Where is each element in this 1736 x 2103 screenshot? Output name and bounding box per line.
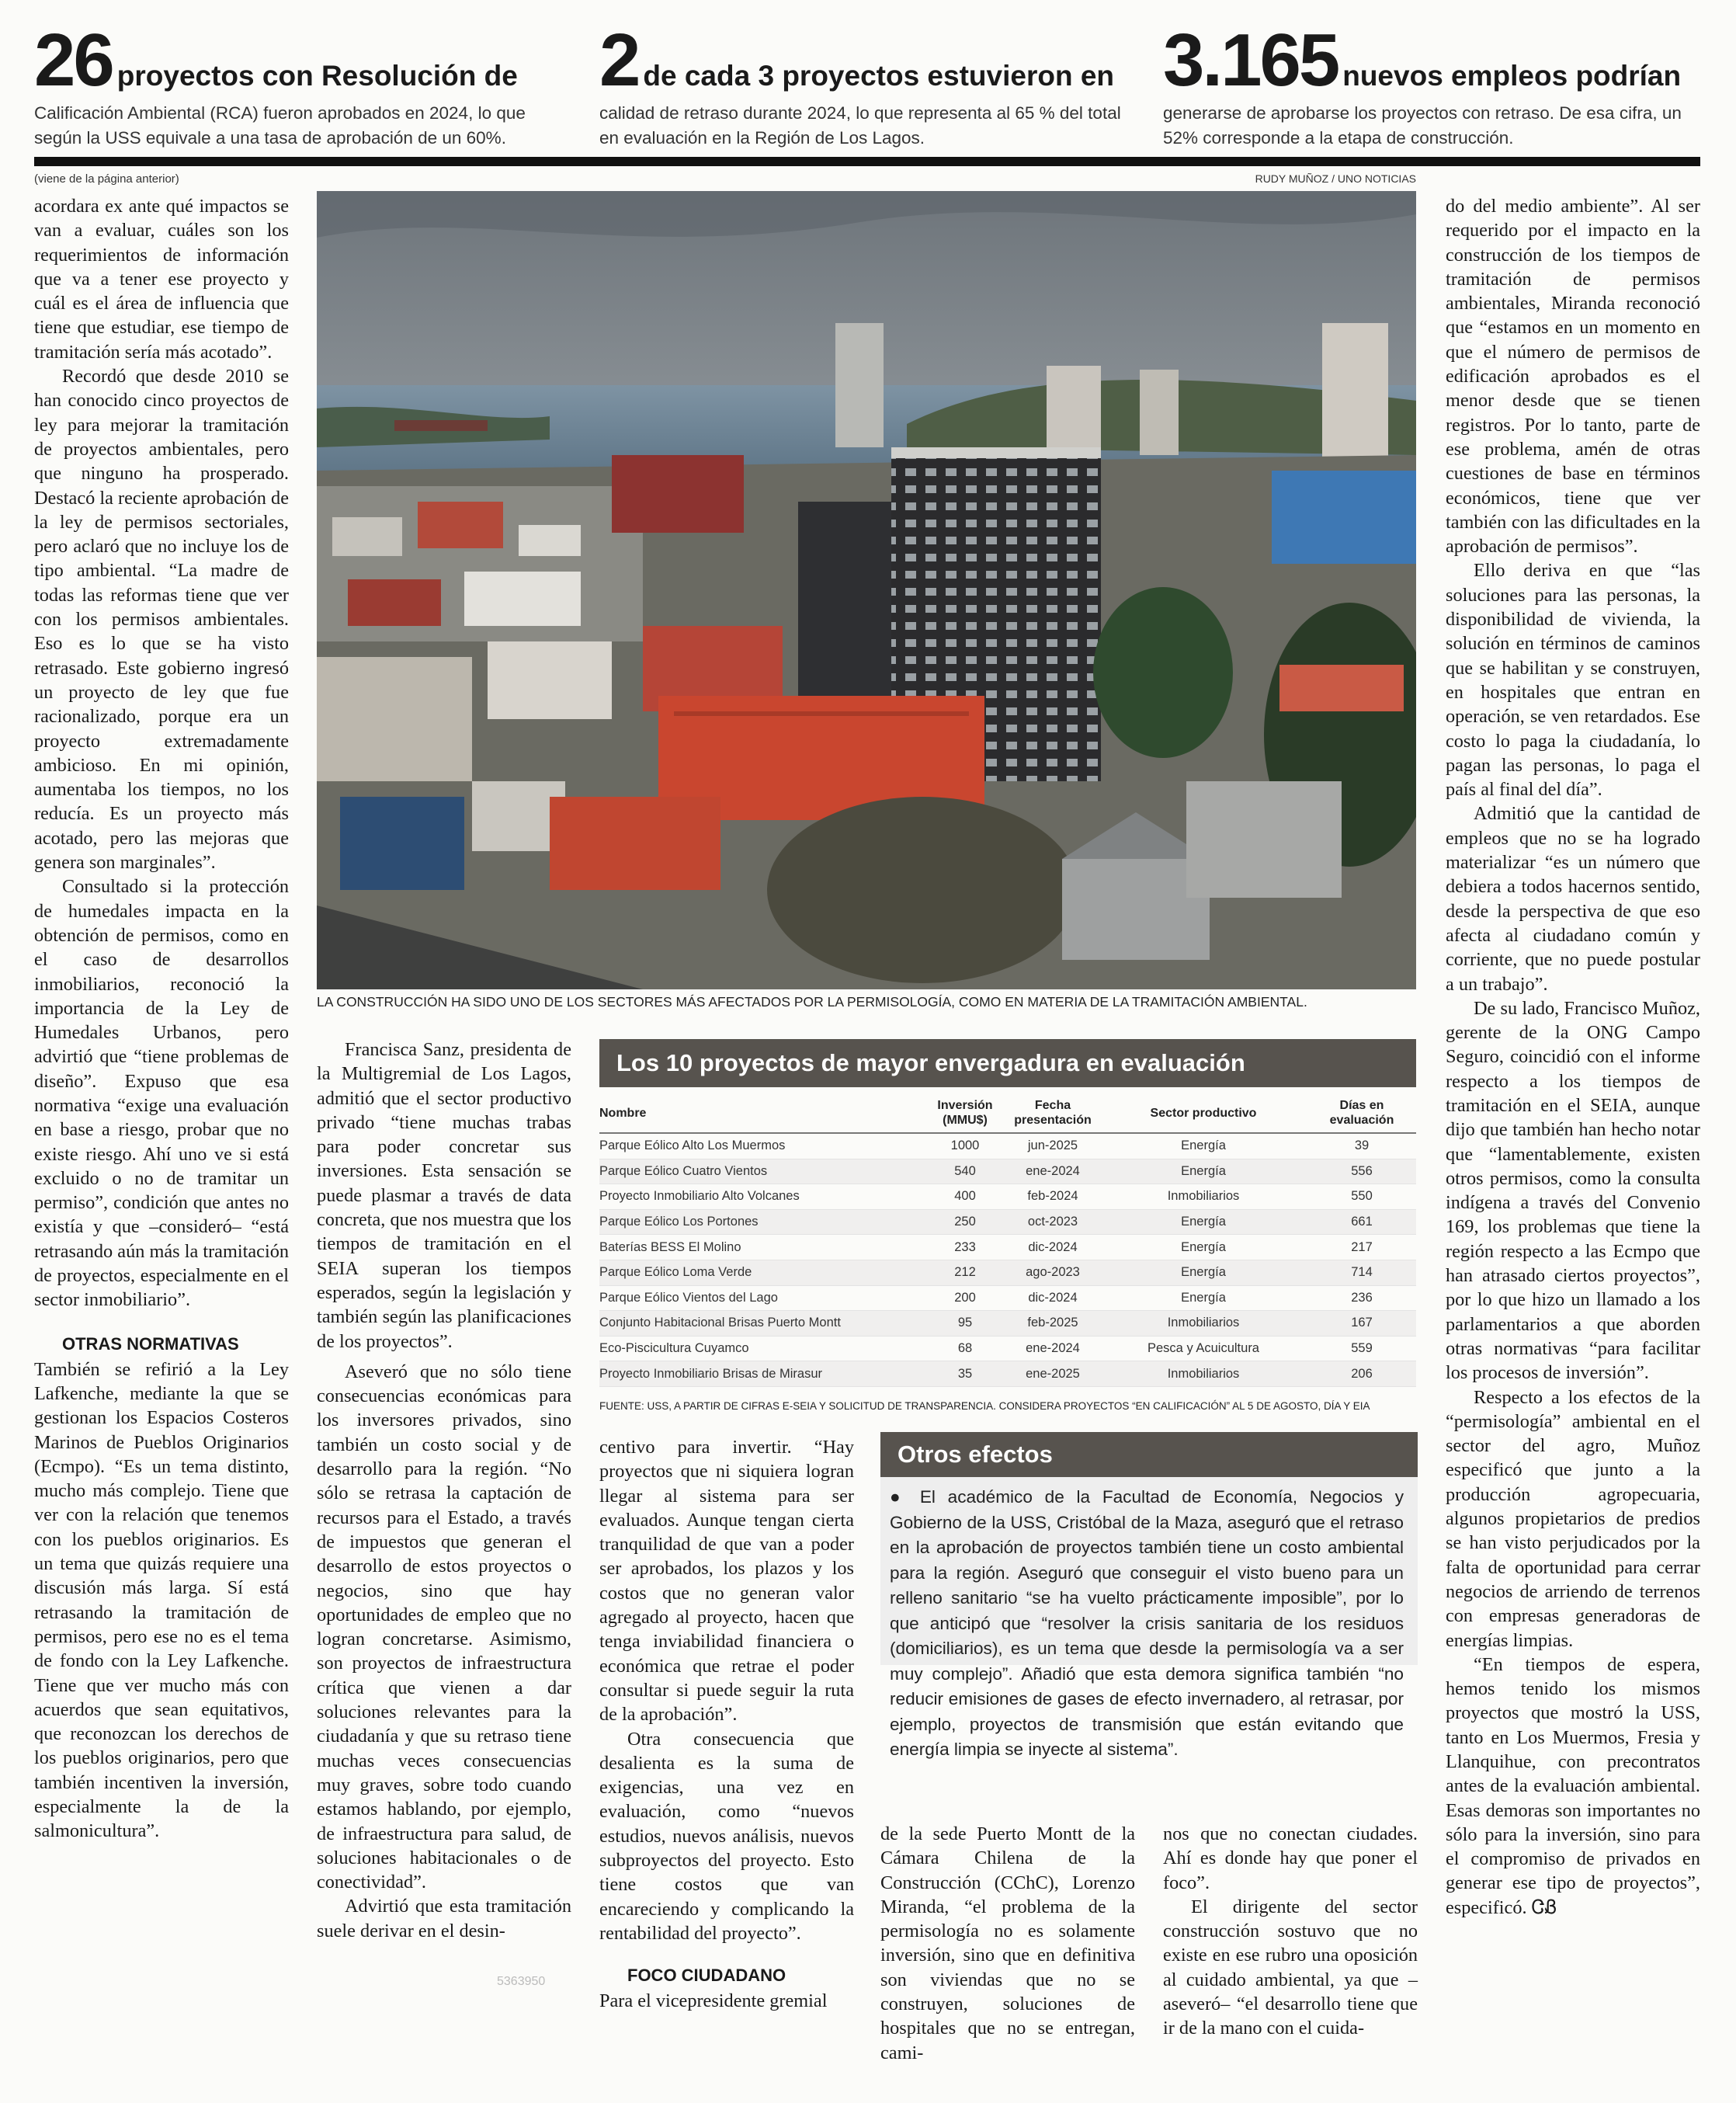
column-header: Inversión (MMU$) bbox=[924, 1095, 1006, 1133]
paragraph: Admitió que la cantidad de empleos que no se ha logrado materializar “es un número que debiera a todos hacernos sentido, desde la perspectiva de que eso afecta al ciudadano común y corriente, que no puede postular a un trabajo”. bbox=[1446, 803, 1700, 995]
photo-caption: LA CONSTRUCCIÓN HA SIDO UNO DE LOS SECTORES MÁS AFECTADOS POR LA PERMISOLOGÍA, COMO EN MATERIA DE LA TRAMITACIÓN AMBIENTAL. bbox=[317, 994, 1307, 1010]
table-cell: 550 bbox=[1307, 1184, 1416, 1210]
article-column-2 bbox=[317, 1038, 571, 1943]
table-title: Los 10 proyectos de mayor envergadura en evaluación bbox=[599, 1039, 1416, 1087]
paragraph: Aseveró que no sólo tiene consecuencias económicas para los inversores privados, sino también un costo social y de desarrollo para la región. “No sólo se retrasa la captación de recursos para el Estado, a través de impuestos que generan el desarrollo de estos proyectos o negocios, sino que hay oportunidades de empleo que no logran concretarse. Asimismo, son proyectos de infraestructura crítica que vienen a dar soluciones relevantes para la ciudadanía y que su retraso tiene muchas veces consecuencias muy graves, sobre todo cuando estamos hablando, por ejemplo, de infraestructura para salud, de soluciones habitacionales o de conectividad”. bbox=[317, 1361, 571, 1893]
table-cell: Eco-Piscicultura Cuyamco bbox=[599, 1336, 924, 1361]
table-cell: oct-2023 bbox=[1006, 1209, 1099, 1235]
table-cell: 167 bbox=[1307, 1311, 1416, 1337]
paragraph: acordara ex ante qué impactos se van a evaluar, cuáles son los requerimientos de información que va a tener ese proyecto y cuál es el área de influencia que tiene que estudiar, ese tiempo de tramitación sería más acotado”. bbox=[34, 196, 289, 363]
stat-number: 26 bbox=[34, 19, 113, 102]
table-source: FUENTE: USS, A PARTIR DE CIFRAS E-SEIA Y SOLICITUD DE TRANSPARENCIA. CONSIDERA PROYECTOS “EN CALIFICACIÓN” AL 5 DE AGOSTO, DÍA Y EIA bbox=[599, 1400, 1370, 1412]
table-row bbox=[599, 1361, 1416, 1387]
table-cell: 250 bbox=[924, 1209, 1006, 1235]
table-cell: 206 bbox=[1307, 1361, 1416, 1387]
table-cell: Parque Eólico Los Portones bbox=[599, 1209, 924, 1235]
stat-block-3 bbox=[1163, 19, 1700, 148]
table-cell: Pesca y Acuicultura bbox=[1099, 1336, 1307, 1361]
table-cell: dic-2024 bbox=[1006, 1285, 1099, 1311]
table-cell: 661 bbox=[1307, 1209, 1416, 1235]
table-cell: feb-2025 bbox=[1006, 1311, 1099, 1337]
table-cell: feb-2024 bbox=[1006, 1184, 1099, 1210]
paragraph-text: “En tiempos de espera, hemos tenido los mismos proyectos que mostró la USS, tanto en Los Muermos, Fresia y Llanquihue, con precontratos antes de la evaluación ambiental. Esas demoras son importantes no sólo para la inversión, sino para el compromiso de privados en generar ese tipo de proyectos”, especificó. bbox=[1446, 1653, 1700, 1918]
table-cell: 714 bbox=[1307, 1260, 1416, 1285]
projects-table bbox=[599, 1095, 1416, 1387]
table-cell: 35 bbox=[924, 1361, 1006, 1387]
table-cell: Inmobiliarios bbox=[1099, 1311, 1307, 1337]
continued-note: (viene de la página anterior) bbox=[34, 172, 179, 186]
paragraph: Respecto a los efectos de la “permisología” ambiental en el sector del agro, Muñoz especificó que junto a la producción agropecuaria, algunos propietarios de predios se han visto perjudicados por la falta de oportunidad para cerrar negocios de arriendo de terrenos con empresas generadoras de energías limpias. bbox=[1446, 1386, 1700, 1651]
stat-block-1 bbox=[34, 19, 570, 148]
paragraph: Para el vicepresidente gremial bbox=[599, 1990, 828, 2012]
column-header: Nombre bbox=[599, 1095, 924, 1133]
column-header: Sector productivo bbox=[1099, 1095, 1307, 1133]
paragraph: Ello deriva en que “las soluciones para las personas, la disponibilidad de vivienda, la solución en términos de caminos que se habilitan y se construyen, en hospitales que entran en operación, se ven retardados. Ese costo lo paga la ciudadanía, lo pagan las personas, lo paga el país al final del día”. bbox=[1446, 560, 1700, 801]
bullet-icon: ● bbox=[890, 1487, 908, 1507]
table-cell: 212 bbox=[924, 1260, 1006, 1285]
table-cell: 95 bbox=[924, 1311, 1006, 1337]
table-cell: 217 bbox=[1307, 1235, 1416, 1260]
table-cell: Energía bbox=[1099, 1260, 1307, 1285]
table-cell: Parque Eólico Alto Los Muermos bbox=[599, 1133, 924, 1159]
table-cell: ene-2024 bbox=[1006, 1159, 1099, 1184]
otros-efectos-body: El académico de la Facultad de Economía, Negocios y Gobierno de la USS, Cristóbal de la Maza, aseguró que el retraso en la aprobación de proyectos también tiene un costo ambiental para la región. Aseguró que conseguir el visto bueno para un relleno sanitario “se ha vuelto prácticamente imposible”, por lo que anticipó que “resolver la crisis sanitaria de los residuos (domiciliarios), es un tema que desde la permisología va a ser muy complejo”. Añadió que esta demora significa también “no reducir emisiones de gases de efecto invernadero, al retrasar, por ejemplo, proyectos de transmisión que están evitando que energía limpia se inyecte al sistema”. bbox=[890, 1487, 1404, 1759]
table-cell: Proyecto Inmobiliario Alto Volcanes bbox=[599, 1184, 924, 1210]
table-cell: Energía bbox=[1099, 1159, 1307, 1184]
table-cell: Inmobiliarios bbox=[1099, 1184, 1307, 1210]
paragraph: El dirigente del sector construcción sostuvo que no existe en ese rubro una oposición al cuidado ambiental, ya que –aseveró– “el desarrollo tiene que ir de la mano con el cuida- bbox=[1163, 1896, 1418, 2039]
table-cell: 236 bbox=[1307, 1285, 1416, 1311]
article-column-1 bbox=[34, 194, 289, 1844]
otros-efectos-title: Otros efectos bbox=[880, 1432, 1418, 1477]
table-row bbox=[599, 1209, 1416, 1235]
table-cell: jun-2025 bbox=[1006, 1133, 1099, 1159]
article-column-5 bbox=[1163, 1822, 1418, 2041]
table-cell: 400 bbox=[924, 1184, 1006, 1210]
table-cell: Parque Eólico Loma Verde bbox=[599, 1260, 924, 1285]
table-row bbox=[599, 1235, 1416, 1260]
paragraph: do del medio ambiente”. Al ser requerido por el impacto en la construcción de los tiempos de tramitación de permisos ambientales, Miranda reconoció que “estamos en un momento en que el número de permisos de edificación aprobados es el menor desde que se tienen registros. Por lo tanto, parte de ese problema, amén de otras cuestiones de base en términos económicos, tiene que ver también con las dificultades en la aprobación de permisos”. bbox=[1446, 196, 1700, 558]
table-cell: dic-2024 bbox=[1006, 1235, 1099, 1260]
table-cell: 559 bbox=[1307, 1336, 1416, 1361]
table-cell: 540 bbox=[924, 1159, 1006, 1184]
paragraph: de la sede Puerto Montt de la Cámara Chilena de la Construcción (CChC), Lorenzo Miranda, “el problema de la permisología no es solamente inversión, sino que en definitiva son viviendas que no se construyen, soluciones de hospitales que no se entregan, cami- bbox=[880, 1823, 1135, 2063]
stat-lead: de cada 3 proyectos estuvieron en bbox=[643, 60, 1115, 92]
table-row bbox=[599, 1159, 1416, 1184]
paragraph: Advirtió que esta tramitación suele derivar en el desin- bbox=[317, 1896, 571, 1941]
table-row bbox=[599, 1285, 1416, 1311]
table-cell: Energía bbox=[1099, 1209, 1307, 1235]
otros-efectos-text bbox=[880, 1485, 1413, 1763]
table-row bbox=[599, 1184, 1416, 1210]
table-cell: Energía bbox=[1099, 1133, 1307, 1159]
table-cell: 68 bbox=[924, 1336, 1006, 1361]
paragraph: De su lado, Francisco Muñoz, gerente de la ONG Campo Seguro, coincidió con el informe respecto a los tiempos de tramitación en el SEIA, aunque dijo que también han hecho notar que “lamentablemente, existen otros permisos, como la consulta indígena a través del Convenio 169, los problemas que tiene la región respecto a las Ecmpo que han atrasado ciertos proyectos”, por lo que hizo un llamado a los parlamentarios a que aborden otras normativas “para facilitar los procesos de inversión”. bbox=[1446, 997, 1700, 1384]
header-divider bbox=[34, 157, 1700, 166]
table-cell: Proyecto Inmobiliario Brisas de Mirasur bbox=[599, 1361, 924, 1387]
section-subhead: OTRAS NORMATIVAS bbox=[62, 1333, 239, 1354]
article-column-6 bbox=[1446, 194, 1700, 1920]
section-subhead: FOCO CIUDADANO bbox=[627, 1966, 786, 1986]
stat-block-2 bbox=[599, 19, 1135, 148]
paragraph: centivo para invertir. “Hay proyectos que ni siquiera logran llegar al sistema para ser evaluados. Aunque tengan cierta tranquilidad de que van a poder ser aprobados, los plazos y los costos que no generan valor agregado al proyecto, hacen que tenga inviabilidad financiera o económica que retrae el poder consultar si puede seguir la ruta de la aprobación”. bbox=[599, 1437, 854, 1726]
stat-text: Calificación Ambiental (RCA) fueron aprobados en 2024, lo que según la USS equivale a una tasa de aprobación de un 60%. bbox=[34, 103, 526, 148]
city-construction-photo bbox=[317, 191, 1416, 989]
stat-number: 2 bbox=[599, 19, 639, 102]
watermark-number: 5363950 bbox=[497, 1975, 546, 1988]
table-cell: 200 bbox=[924, 1285, 1006, 1311]
table-cell: Parque Eólico Cuatro Vientos bbox=[599, 1159, 924, 1184]
table-cell: Conjunto Habitacional Brisas Puerto Montt bbox=[599, 1311, 924, 1337]
paragraph: Francisca Sanz, presidenta de la Multigremial de Los Lagos, admitió que el sector productivo privado “tiene muchas trabas para poder concretar sus inversiones. Esta sensación se puede plasmar a través de data concreta, que nos muestra que los tiempos de tramitación en el SEIA superan los tiempos esperados, según la legislación y también según las planificaciones de los proyectos”. bbox=[317, 1039, 571, 1352]
table-cell: ene-2025 bbox=[1006, 1361, 1099, 1387]
table-cell: Energía bbox=[1099, 1285, 1307, 1311]
table-cell: Baterías BESS El Molino bbox=[599, 1235, 924, 1260]
paragraph: También se refirió a la Ley Lafkenche, mediante la que se gestionan los Espacios Costeros Marinos de Pueblos Originarios (Ecmpo). “Es un tema distinto, mucho más complejo. Tiene que ver con la relación que tenemos con los pueblos originarios. Es un tema que quizás requiere una discusión más larga. Sí está retrasando la tramitación de permisos, pero ese no es el tema de fondo con la Ley Lafkenche. Tiene que ver mucho más con acuerdos que sean equitativos, que reconozcan los derechos de los pueblos originarios, pero que también incentiven la inversión, especialmente la de la salmonicultura”. bbox=[34, 1358, 289, 1842]
paragraph: Otra consecuencia que desalienta es la suma de exigencias, una vez en evaluación, como “nuevos estudios, nuevos análisis, nuevos subproyectos del proyecto. Esto tiene costos que van encareciendo y complicando la rentabilidad del proyecto”. bbox=[599, 1728, 854, 1944]
table-cell: 233 bbox=[924, 1235, 1006, 1260]
article-column-3 bbox=[599, 1435, 854, 2014]
paragraph: Recordó que desde 2010 se han conocido cinco proyectos de ley para mejorar la tramitación de proyectos ambientales, pero que ninguno ha prosperado. Destacó la reciente aprobación de la ley de permisos sectoriales, pero aclaró que no incluye los de tipo ambiental. “La madre de todas las reformas tiene que ver con los permisos ambientales. Eso es lo que se ha visto retrasado. Este gobierno ingresó un proyecto de ley que fue racionalizado, porque era un proyecto extremadamente ambicioso. En mi opinión, aumentaba los tiempos, no los reducía. Es un proyecto más acotado, pero las mejoras que genera son marginales”. bbox=[34, 366, 289, 874]
table-cell: ene-2024 bbox=[1006, 1336, 1099, 1361]
paragraph bbox=[1446, 1653, 1700, 1920]
table-cell: 39 bbox=[1307, 1133, 1416, 1159]
stat-lead: proyectos con Resolución de bbox=[116, 60, 518, 92]
stat-text: generarse de aprobarse los proyectos con retraso. De esa cifra, un 52% corresponde a la etapa de construcción. bbox=[1163, 103, 1682, 148]
table-row bbox=[599, 1311, 1416, 1337]
end-mark-icon: ᏣᏰ bbox=[1531, 1896, 1557, 1918]
stat-text: calidad de retraso durante 2024, lo que representa al 65 % del total en evaluación en la Región de Los Lagos. bbox=[599, 103, 1121, 148]
table-row bbox=[599, 1133, 1416, 1159]
column-header: Fecha presentación bbox=[1006, 1095, 1099, 1133]
table-cell: Energía bbox=[1099, 1235, 1307, 1260]
paragraph: Consultado si la protección de humedales impacta en la obtención de permisos, como en el caso de desarrollos inmobiliarios, reconoció la importancia de la Ley de Humedales Urbanos, pero advirtió que “tiene problemas de diseño”. Expuso que esa normativa “exige una evaluación en base a riesgo, probar que no existe riesgo. Ahí uno ve si está excluido o no de tramitar un permiso”, condición que antes no existía y que –consideró– “está retrasando aún más la tramitación de proyectos, especialmente en el sector inmobiliario”. bbox=[34, 876, 289, 1311]
stat-number: 3.165 bbox=[1163, 19, 1338, 102]
paragraph: nos que no conectan ciudades. Ahí es donde hay que poner el foco”. bbox=[1163, 1823, 1418, 1893]
stat-lead: nuevos empleos podrían bbox=[1342, 60, 1682, 92]
photo-credit: RUDY MUÑOZ / UNO NOTICIAS bbox=[1255, 172, 1416, 185]
table-cell: Inmobiliarios bbox=[1099, 1361, 1307, 1387]
table-cell: Parque Eólico Vientos del Lago bbox=[599, 1285, 924, 1311]
table-cell: 556 bbox=[1307, 1159, 1416, 1184]
table-header-row bbox=[599, 1095, 1416, 1133]
article-column-4 bbox=[880, 1822, 1135, 2065]
column-header: Días en evaluación bbox=[1307, 1095, 1416, 1133]
table-cell: 1000 bbox=[924, 1133, 1006, 1159]
table-row bbox=[599, 1260, 1416, 1285]
table-cell: ago-2023 bbox=[1006, 1260, 1099, 1285]
table-row bbox=[599, 1336, 1416, 1361]
